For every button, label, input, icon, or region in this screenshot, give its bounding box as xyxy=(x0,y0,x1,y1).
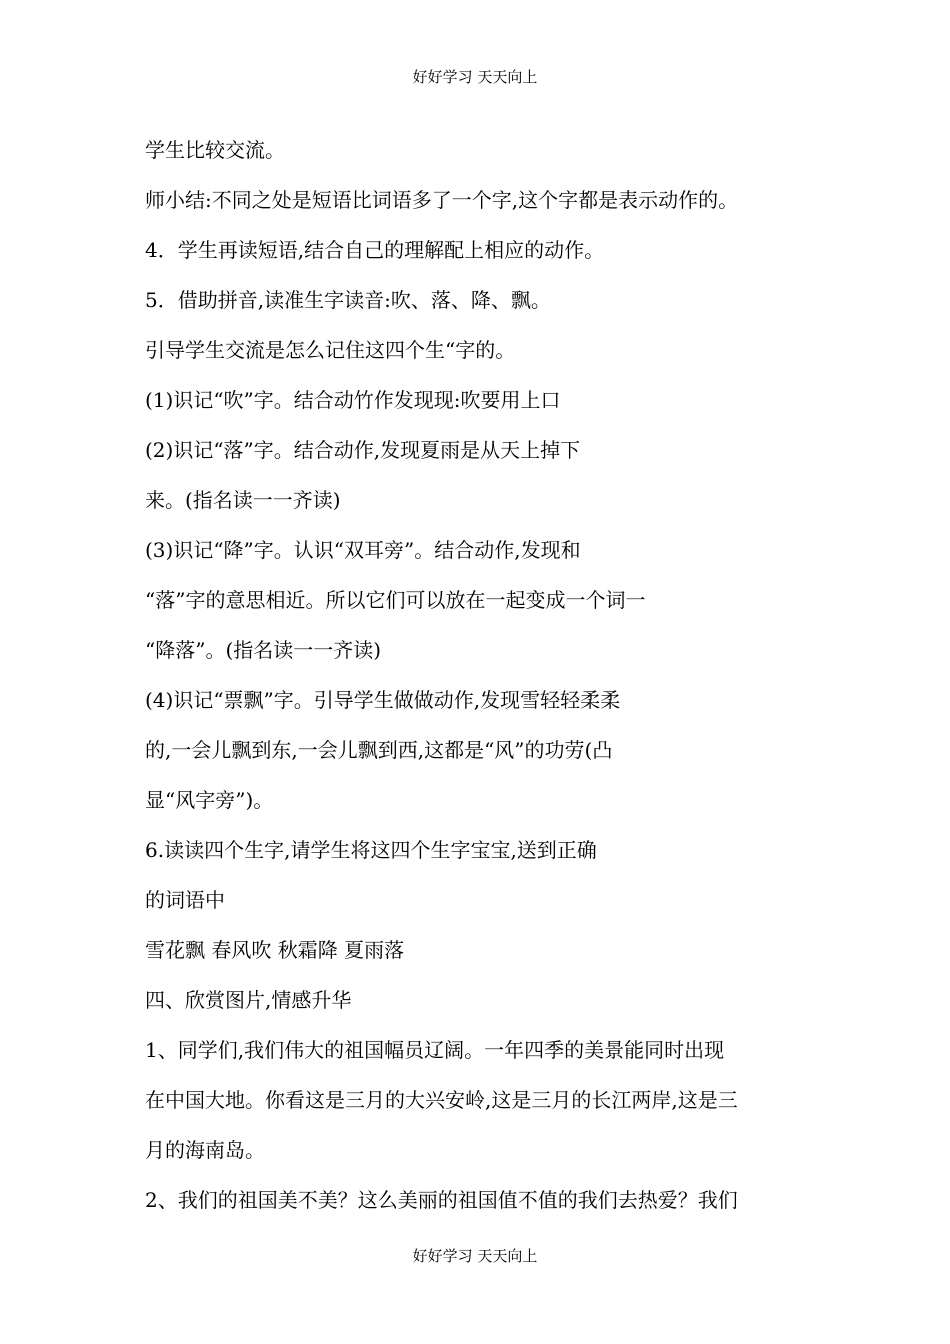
text-line: “降落”。(指名读一一齐读) xyxy=(145,638,382,662)
text-line: 4．学生再读短语,结合自己的理解配上相应的动作。 xyxy=(145,238,605,262)
document-body xyxy=(145,125,825,1225)
text-line: 的,一会儿飘到东,一会儿飘到西,这都是“风”的功劳(凸 xyxy=(145,738,613,762)
text-line: 5．借助拼音,读准生字读音:吹、落、降、飘。 xyxy=(145,288,551,312)
text-line: 月的海南岛。 xyxy=(145,1138,265,1162)
page-footer: 好好学习 天天向上 xyxy=(412,1247,538,1265)
text-line: (3)识记“降”字。认识“双耳旁”。结合动作,发现和 xyxy=(145,538,581,562)
text-line: 在中国大地。你看这是三月的大兴安岭,这是三月的长江两岸,这是三 xyxy=(145,1088,738,1112)
text-line: “落”字的意思相近。所以它们可以放在一起变成一个词一 xyxy=(145,588,646,612)
text-line: (4)识记“票飘”字。引导学生做做动作,发现雪轻轻柔柔 xyxy=(145,688,621,712)
text-line: 雪花飘 春风吹 秋霜降 夏雨落 xyxy=(145,938,405,962)
text-line: 2、我们的祖国美不美？这么美丽的祖国值不值的我们去热爱？我们 xyxy=(145,1188,738,1212)
text-line: 学生比较交流。 xyxy=(145,138,285,162)
text-line: 引导学生交流是怎么记住这四个生“字的。 xyxy=(145,338,516,362)
text-line: (2)识记“落”字。结合动作,发现夏雨是从天上掉下 xyxy=(145,438,581,462)
text-line: (1)识记“吹”字。结合动竹作发现现:吹要用上口 xyxy=(145,388,561,412)
text-line: 来。(指名读一一齐读) xyxy=(145,488,341,512)
page-header: 好好学习 天天向上 xyxy=(412,68,538,86)
text-line: 显“风字旁”)。 xyxy=(145,788,274,812)
text-line: 1、同学们,我们伟大的祖国幅员辽阔。一年四季的美景能同时出现 xyxy=(145,1038,725,1062)
section-heading: 四、欣赏图片,情感升华 xyxy=(145,988,352,1012)
text-line: 的词语中 xyxy=(145,888,225,912)
text-line: 6.读读四个生字,请学生将这四个生字宝宝,送到正确 xyxy=(145,838,597,862)
text-line: 师小结:不同之处是短语比词语多了一个字,这个字都是表示动作的。 xyxy=(145,188,739,212)
